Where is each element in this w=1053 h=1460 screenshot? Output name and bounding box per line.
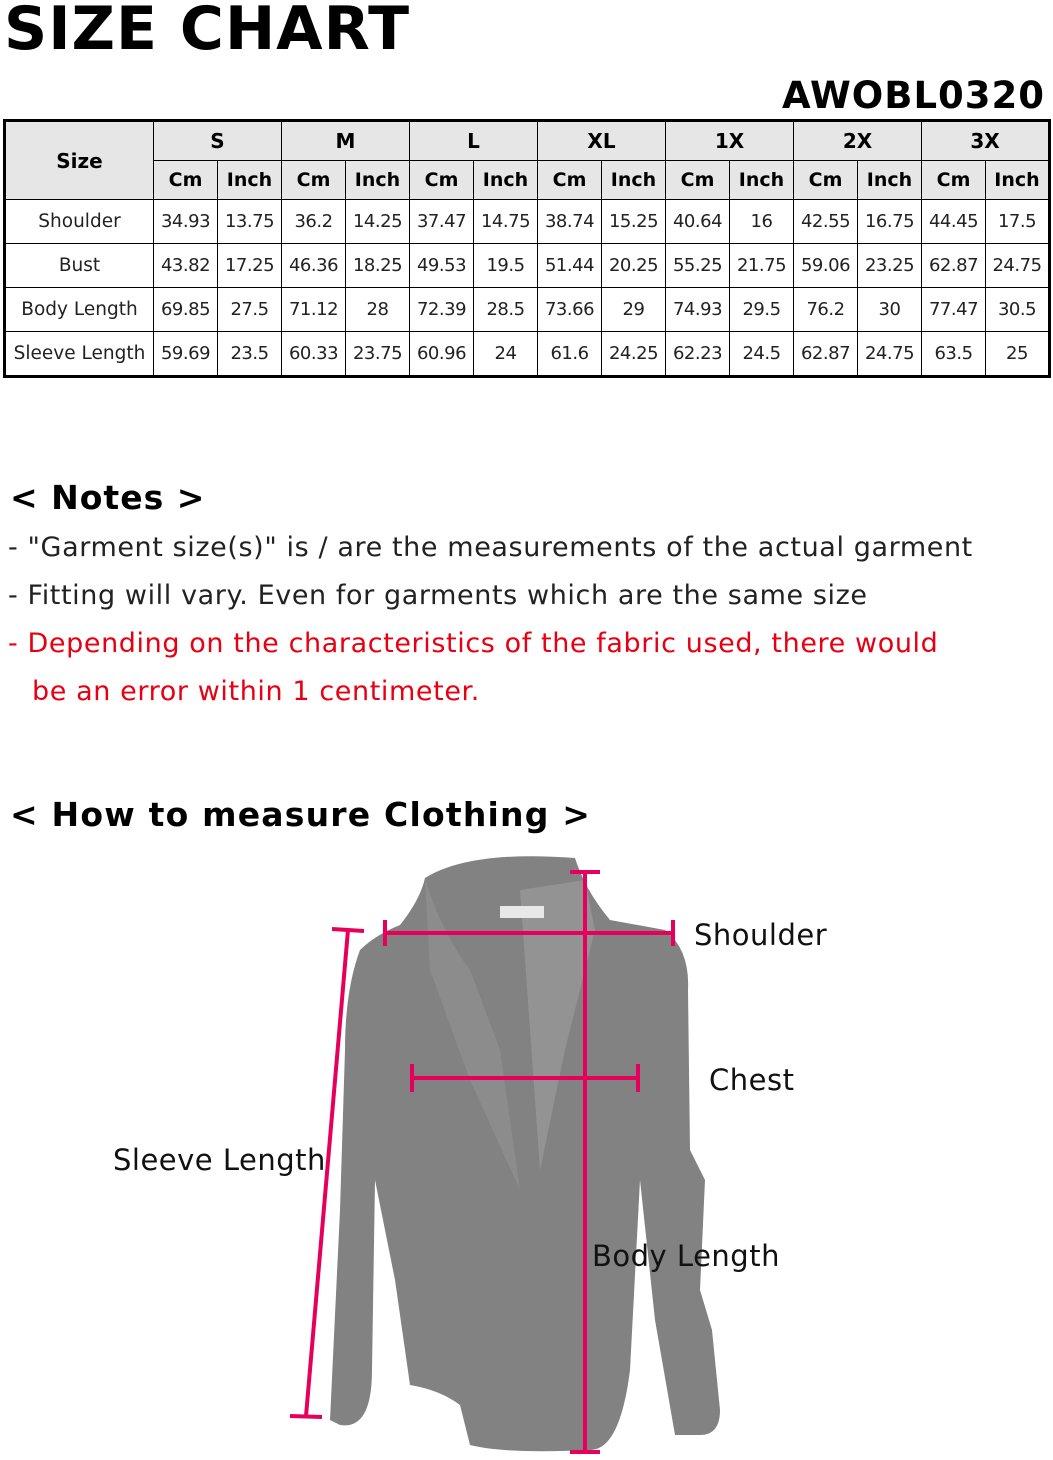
inch-value-cell: 29 <box>602 288 666 332</box>
garment-tag-icon <box>500 906 544 918</box>
unit-header: Inch <box>602 161 666 200</box>
size-column-header: Size <box>5 121 154 200</box>
inch-value-cell: 17.25 <box>218 244 282 288</box>
jacket-illustration <box>330 856 720 1451</box>
cm-value-cell: 72.39 <box>410 288 474 332</box>
unit-header: Inch <box>986 161 1050 200</box>
size-chart-table <box>3 119 1051 378</box>
inch-value-cell: 14.25 <box>346 200 410 244</box>
inch-value-cell: 19.5 <box>474 244 538 288</box>
sleeve-length-label: Sleeve Length <box>113 1143 326 1177</box>
cm-value-cell: 44.45 <box>922 200 986 244</box>
measurement-diagram <box>0 850 1053 1460</box>
inch-value-cell: 28 <box>346 288 410 332</box>
note-line-1: - "Garment size(s)" is / are the measurements of the actual garment <box>8 532 973 563</box>
unit-header: Inch <box>730 161 794 200</box>
size-header: M <box>282 121 410 161</box>
cm-value-cell: 76.2 <box>794 288 858 332</box>
size-header: S <box>154 121 282 161</box>
inch-value-cell: 30 <box>858 288 922 332</box>
unit-header: Inch <box>218 161 282 200</box>
page-title: SIZE CHART <box>4 0 411 64</box>
size-header: 1X <box>666 121 794 161</box>
inch-value-cell: 16 <box>730 200 794 244</box>
size-header: L <box>410 121 538 161</box>
cm-value-cell: 37.47 <box>410 200 474 244</box>
measurement-label: Shoulder <box>5 200 154 244</box>
size-chart-body <box>5 200 1050 377</box>
cm-value-cell: 59.69 <box>154 332 218 377</box>
inch-value-cell: 27.5 <box>218 288 282 332</box>
cm-value-cell: 42.55 <box>794 200 858 244</box>
cm-value-cell: 69.85 <box>154 288 218 332</box>
measurement-label: Bust <box>5 244 154 288</box>
notes-heading: < Notes > <box>10 478 206 517</box>
inch-value-cell: 14.75 <box>474 200 538 244</box>
cm-value-cell: 61.6 <box>538 332 602 377</box>
cm-value-cell: 62.87 <box>922 244 986 288</box>
cm-value-cell: 49.53 <box>410 244 474 288</box>
unit-header: Inch <box>858 161 922 200</box>
unit-header: Cm <box>922 161 986 200</box>
unit-header: Cm <box>410 161 474 200</box>
cm-value-cell: 43.82 <box>154 244 218 288</box>
cm-value-cell: 60.33 <box>282 332 346 377</box>
inch-value-cell: 23.25 <box>858 244 922 288</box>
inch-value-cell: 15.25 <box>602 200 666 244</box>
unit-header: Cm <box>538 161 602 200</box>
inch-value-cell: 24.75 <box>986 244 1050 288</box>
cm-value-cell: 51.44 <box>538 244 602 288</box>
cm-value-cell: 46.36 <box>282 244 346 288</box>
inch-value-cell: 23.5 <box>218 332 282 377</box>
inch-value-cell: 29.5 <box>730 288 794 332</box>
cm-value-cell: 73.66 <box>538 288 602 332</box>
cm-value-cell: 74.93 <box>666 288 730 332</box>
unit-header: Cm <box>282 161 346 200</box>
inch-value-cell: 24.75 <box>858 332 922 377</box>
inch-value-cell: 24.5 <box>730 332 794 377</box>
cm-value-cell: 63.5 <box>922 332 986 377</box>
table-row <box>5 332 1050 377</box>
note-line-2: - Fitting will vary. Even for garments which are the same size <box>8 580 868 611</box>
unit-header: Cm <box>154 161 218 200</box>
chest-label: Chest <box>709 1063 795 1097</box>
size-header: XL <box>538 121 666 161</box>
size-header: 2X <box>794 121 922 161</box>
cm-value-cell: 34.93 <box>154 200 218 244</box>
note-line-4-warning: be an error within 1 centimeter. <box>32 676 480 707</box>
inch-value-cell: 20.25 <box>602 244 666 288</box>
inch-value-cell: 28.5 <box>474 288 538 332</box>
note-line-3-warning: - Depending on the characteristics of the fabric used, there would <box>8 628 939 659</box>
cm-value-cell: 38.74 <box>538 200 602 244</box>
unit-header: Cm <box>794 161 858 200</box>
measurement-label: Sleeve Length <box>5 332 154 377</box>
inch-value-cell: 17.5 <box>986 200 1050 244</box>
inch-value-cell: 24 <box>474 332 538 377</box>
unit-header: Cm <box>666 161 730 200</box>
inch-value-cell: 16.75 <box>858 200 922 244</box>
cm-value-cell: 59.06 <box>794 244 858 288</box>
cm-value-cell: 36.2 <box>282 200 346 244</box>
table-row <box>5 288 1050 332</box>
product-code: AWOBL0320 <box>782 74 1045 117</box>
cm-value-cell: 62.87 <box>794 332 858 377</box>
body-length-label: Body Length <box>592 1239 780 1273</box>
cm-value-cell: 40.64 <box>666 200 730 244</box>
measure-heading: < How to measure Clothing > <box>10 795 592 834</box>
size-header-row <box>5 121 1050 161</box>
cm-value-cell: 55.25 <box>666 244 730 288</box>
unit-header-row <box>5 161 1050 200</box>
cm-value-cell: 60.96 <box>410 332 474 377</box>
inch-value-cell: 24.25 <box>602 332 666 377</box>
inch-value-cell: 23.75 <box>346 332 410 377</box>
table-row <box>5 200 1050 244</box>
measurement-label: Body Length <box>5 288 154 332</box>
inch-value-cell: 30.5 <box>986 288 1050 332</box>
cm-value-cell: 62.23 <box>666 332 730 377</box>
inch-value-cell: 21.75 <box>730 244 794 288</box>
unit-header: Inch <box>346 161 410 200</box>
cm-value-cell: 77.47 <box>922 288 986 332</box>
inch-value-cell: 18.25 <box>346 244 410 288</box>
size-header: 3X <box>922 121 1050 161</box>
table-row <box>5 244 1050 288</box>
unit-header: Inch <box>474 161 538 200</box>
shoulder-label: Shoulder <box>694 918 828 952</box>
cm-value-cell: 71.12 <box>282 288 346 332</box>
inch-value-cell: 13.75 <box>218 200 282 244</box>
inch-value-cell: 25 <box>986 332 1050 377</box>
